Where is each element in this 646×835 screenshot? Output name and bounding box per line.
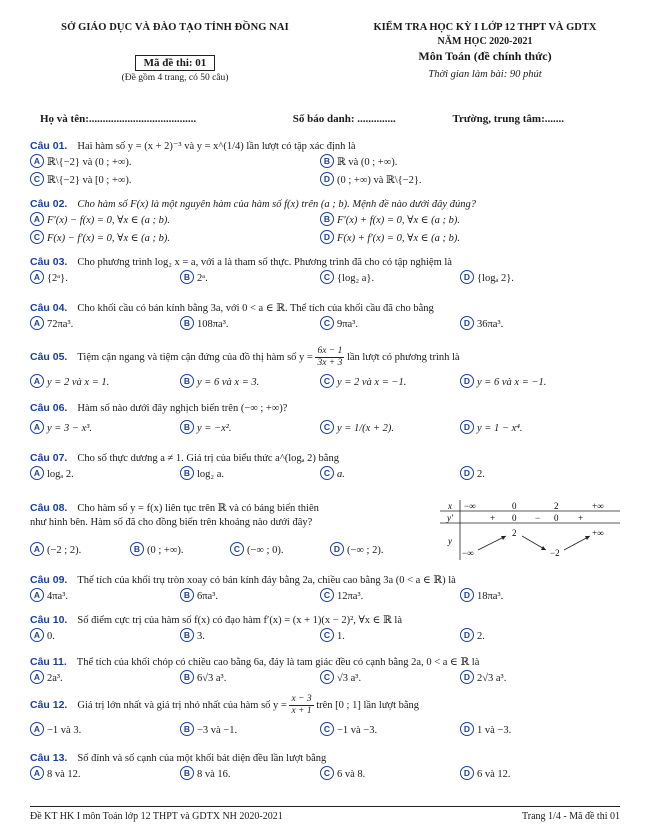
vt-y-value: −2 (550, 548, 560, 558)
option-a[interactable]: A −1 và 3. (30, 722, 81, 736)
option-a[interactable]: A logₐ 2. (30, 466, 74, 480)
question-09: Câu 09. Thể tích của khối trụ tròn xoay có bán kính đáy bằng 2a, chiều cao bằng 3a (0 < a ∈ ℝ) là A 4πa³. B 6πa³. C 12πa³. D 18πa³. (30, 574, 504, 602)
vt-x-value: +∞ (592, 501, 604, 511)
footer-left: Đề KT HK I môn Toán lớp 12 THPT và GDTX NH 2020-2021 (30, 811, 283, 822)
vt-sign: − (535, 513, 541, 523)
page-footer (30, 806, 620, 822)
question-05: Câu 05. Tiệm cận ngang và tiệm cận đứng của đồ thị hàm số y = $\frac{6x - 1}{3x + 3}$ lần lượt có phương trình là A y = 2 và x = 1. B y = 6 và x = 3. C y = 2 và x = −1. D y = 6 và x = −1. (30, 346, 547, 388)
option-b[interactable]: B 6√3 a³. (180, 670, 226, 684)
vt-x-value: −∞ (464, 501, 476, 511)
option-d[interactable]: D 18πa³. (460, 588, 503, 602)
question-12: Câu 12. Giá trị lớn nhất và giá trị nhỏ nhất của hàm số y = $\frac{x - 3}{x + 1}$ trên [0 ; 1] lần lượt bằng A −1 và 3. B −3 và −1. C −1 và −3. D 1 và −3. (30, 694, 512, 736)
subject: Môn Toán (đề chính thức) (418, 49, 552, 63)
vt-sign: 0 (512, 513, 517, 523)
option-d[interactable]: D (0 ; +∞) và ℝ\{−2}. (320, 172, 422, 186)
option-b[interactable]: B −3 và −1. (180, 722, 237, 736)
question-01 (30, 140, 620, 188)
option-c[interactable]: C 6 và 8. (320, 766, 365, 780)
option-b[interactable]: B log₂ a. (180, 466, 224, 480)
fraction: $\frac{x - 3}{x + 1}$ (291, 694, 312, 716)
option-badge: A (30, 154, 44, 168)
option-d[interactable]: D 6 và 12. (460, 766, 511, 780)
question-08: Câu 08. Cho hàm số y = f(x) liên tục trên ℝ và có bảng biến thiên như hình bên. Hàm số đã cho đồng biến trên khoảng nào dưới đây? A (−2 ; 2). B (0 ; +∞). C (−∞ ; 0). D (−∞ ; 2). (30, 502, 430, 558)
option-b[interactable]: B 2ᵃ. (180, 270, 208, 284)
option-a[interactable]: A y = 2 và x = 1. (30, 374, 109, 388)
question-07: Câu 07. Cho số thực dương a ≠ 1. Giá trị của biểu thức a^(logₐ 2) bằng A logₐ 2. B log₂ a. C a. D 2. (30, 452, 485, 480)
student-id-field: Số báo danh: .............. (292, 113, 396, 125)
header-right (340, 22, 630, 80)
option-d[interactable]: D (−∞ ; 2). (330, 542, 383, 556)
question-text: Thể tích của khối trụ tròn xoay có bán kính đáy bằng 2a, chiều cao bằng 3a (0 < a ∈ ℝ) là (77, 575, 456, 586)
question-label: Câu 02. (30, 198, 68, 210)
question-text: Số đỉnh và số cạnh của một khối bát diện đều lần lượt bằng (77, 753, 327, 764)
option-c[interactable]: C 12πa³. (320, 588, 363, 602)
option-badge: B (320, 154, 334, 168)
option-d[interactable]: D y = 6 và x = −1. (460, 374, 546, 388)
vt-sign: 0 (554, 513, 559, 523)
question-text: Cho khối cầu có bán kính bằng 3a, với 0 < a ∈ ℝ. Thể tích của khối cầu đã cho bằng (77, 303, 434, 314)
option-c[interactable]: C (−∞ ; 0). (230, 542, 283, 556)
option-badge: C (30, 172, 44, 186)
department-name: SỞ GIÁO DỤC VÀ ĐÀO TẠO TỈNH ĐỒNG NAI (61, 22, 289, 33)
option-a[interactable]: A 72πa³. (30, 316, 73, 330)
vt-x-value: 2 (554, 501, 559, 511)
question-04: Câu 04. Cho khối cầu có bán kính bằng 3a, với 0 < a ∈ ℝ. Thể tích của khối cầu đã cho bằng A 72πa³. B 108πa³. C 9πa³. D 36πa³. (30, 302, 504, 330)
question-06: Câu 06. Hàm số nào dưới đây nghịch biến trên (−∞ ; +∞)? A y = 3 − x³. B y = −x². C y = 1/(x + 2). D y = 1 − x⁴. (30, 402, 523, 434)
option-c[interactable]: C ℝ\{−2} và [0 ; +∞). (30, 172, 132, 186)
option-c[interactable]: C F(x) − f′(x) = 0, ∀x ∈ (a ; b). (30, 230, 170, 244)
option-a[interactable]: A y = 3 − x³. (30, 420, 92, 434)
option-d[interactable]: D 2√3 a³. (460, 670, 506, 684)
option-a[interactable]: A 0. (30, 628, 55, 642)
option-b[interactable]: B F′(x) + f(x) = 0, ∀x ∈ (a ; b). (320, 212, 460, 226)
question-text: Hai hàm số y = (x + 2)⁻³ và y = x^(1/4) lần lượt có tập xác định là (77, 141, 356, 152)
vt-arrow-up (478, 536, 506, 550)
option-b[interactable]: B y = −x². (180, 420, 232, 434)
option-c[interactable]: C y = 1/(x + 2). (320, 420, 394, 434)
option-b[interactable]: B 6πa³. (180, 588, 218, 602)
option-a[interactable]: A 2a³. (30, 670, 63, 684)
option-b[interactable]: B (0 ; +∞). (130, 542, 183, 556)
vt-sign: + (578, 513, 584, 523)
vt-x-value: 0 (512, 501, 517, 511)
option-c[interactable]: C 9πa³. (320, 316, 358, 330)
question-text: Cho hàm số F(x) là một nguyên hàm của hàm số f(x) trên (a ; b). Mệnh đề nào dưới đây đúng? (77, 199, 476, 210)
student-name-field: Họ và tên:....................................... (40, 113, 197, 125)
question-10: Câu 10. Số điểm cực trị của hàm số f(x) có đạo hàm f′(x) = (x + 1)(x − 2)², ∀x ∈ ℝ là A 0. B 3. C 1. D 2. (30, 614, 485, 642)
question-text-continued: như hình bên. Hàm số đã cho đồng biến trên khoảng nào dưới đây? (30, 517, 313, 528)
option-c[interactable]: C √3 a³. (320, 670, 361, 684)
option-d[interactable]: D 36πa³. (460, 316, 503, 330)
option-c[interactable]: C y = 2 và x = −1. (320, 374, 406, 388)
option-c[interactable]: C 1. (320, 628, 345, 642)
option-d[interactable]: D 2. (460, 628, 485, 642)
option-c[interactable]: C {log₂ a}. (320, 270, 374, 284)
vt-y-value: 2 (512, 528, 517, 538)
vt-x-label: x (448, 501, 452, 511)
question-11: Câu 11. Thể tích của khối chóp có chiều cao bằng 6a, đáy là tam giác đều có cạnh bằng 2a, 0 < a ∈ ℝ là A 2a³. B 6√3 a³. C √3 a³. D 2√3 a³. (30, 656, 507, 684)
question-03: Câu 03. Cho phương trình log₂ x = a, với a là tham số thực. Phương trình đã cho có tập nghiệm là A {2ᵃ}. B 2ᵃ. C {log₂ a}. D {logₐ 2}. (30, 256, 514, 284)
option-b[interactable]: B 3. (180, 628, 205, 642)
vt-y-label: y (448, 536, 452, 546)
option-d[interactable]: D y = 1 − x⁴. (460, 420, 523, 434)
option-a[interactable]: A (−2 ; 2). (30, 542, 81, 556)
option-a[interactable]: A F′(x) − f(x) = 0, ∀x ∈ (a ; b). (30, 212, 170, 226)
option-b[interactable]: B ℝ và (0 ; +∞). (320, 154, 397, 168)
exam-time: Thời gian làm bài: 90 phút (428, 69, 542, 80)
exam-code-box: Mã đề thi: 01 (135, 55, 216, 71)
question-13: Câu 13. Số đỉnh và số cạnh của một khối bát diện đều lần lượt bằng A 8 và 12. B 8 và 16. C 6 và 8. D 6 và 12. (30, 752, 511, 780)
question-02 (30, 198, 620, 246)
option-d[interactable]: D {logₐ 2}. (460, 270, 514, 284)
option-d[interactable]: D 1 và −3. (460, 722, 511, 736)
question-text: Cho phương trình log₂ x = a, với a là tham số thực. Phương trình đã cho có tập nghiệm là (77, 257, 452, 268)
question-text: Cho hàm số y = f(x) liên tục trên ℝ và có bảng biến thiên (77, 503, 319, 514)
variation-table (440, 500, 620, 560)
pages-note: (Đề gồm 4 trang, có 50 câu) (121, 73, 229, 83)
option-b[interactable]: B 108πa³. (180, 316, 229, 330)
footer-right: Trang 1/4 - Mã đề thi 01 (522, 811, 620, 822)
option-c[interactable]: C −1 và −3. (320, 722, 377, 736)
vt-yp-label: y′ (447, 513, 453, 523)
option-b[interactable]: B y = 6 và x = 3. (180, 374, 259, 388)
question-label: Câu 01. (30, 140, 68, 152)
vt-y-value: +∞ (592, 528, 604, 538)
question-text: Số điểm cực trị của hàm số f(x) có đạo hàm f′(x) = (x + 1)(x − 2)², ∀x ∈ ℝ là (77, 615, 403, 626)
vt-y-value: −∞ (462, 548, 474, 558)
fraction: $\frac{6x - 1}{3x + 3}$ (317, 346, 343, 368)
question-text: Cho số thực dương a ≠ 1. Giá trị của biểu thức a^(logₐ 2) bằng (77, 453, 339, 464)
question-text: Thể tích của khối chóp có chiều cao bằng 6a, đáy là tam giác đều có cạnh bằng 2a, 0 < a ∈ ℝ là (76, 657, 480, 668)
vt-sign: + (490, 513, 496, 523)
option-a[interactable]: A 8 và 12. (30, 766, 81, 780)
option-c[interactable]: C a. (320, 466, 345, 480)
option-a[interactable]: A 4πa³. (30, 588, 68, 602)
option-d[interactable]: D F(x) + f′(x) = 0, ∀x ∈ (a ; b). (320, 230, 460, 244)
school-year: NĂM HỌC 2020-2021 (437, 36, 533, 47)
vt-arrowhead (541, 546, 546, 550)
question-text: Hàm số nào dưới đây nghịch biến trên (−∞ ; +∞)? (77, 403, 288, 414)
option-a[interactable]: A {2ᵃ}. (30, 270, 68, 284)
option-badge: D (320, 172, 334, 186)
exam-title: KIỂM TRA HỌC KỲ I LỚP 12 THPT VÀ GDTX (373, 22, 597, 33)
option-d[interactable]: D 2. (460, 466, 485, 480)
option-a[interactable]: A ℝ\{−2} và (0 ; +∞). (30, 154, 132, 168)
student-school-field: Trường, trung tâm:....... (452, 113, 564, 125)
header-left (30, 22, 320, 83)
option-b[interactable]: B 8 và 16. (180, 766, 231, 780)
student-info (40, 113, 620, 125)
